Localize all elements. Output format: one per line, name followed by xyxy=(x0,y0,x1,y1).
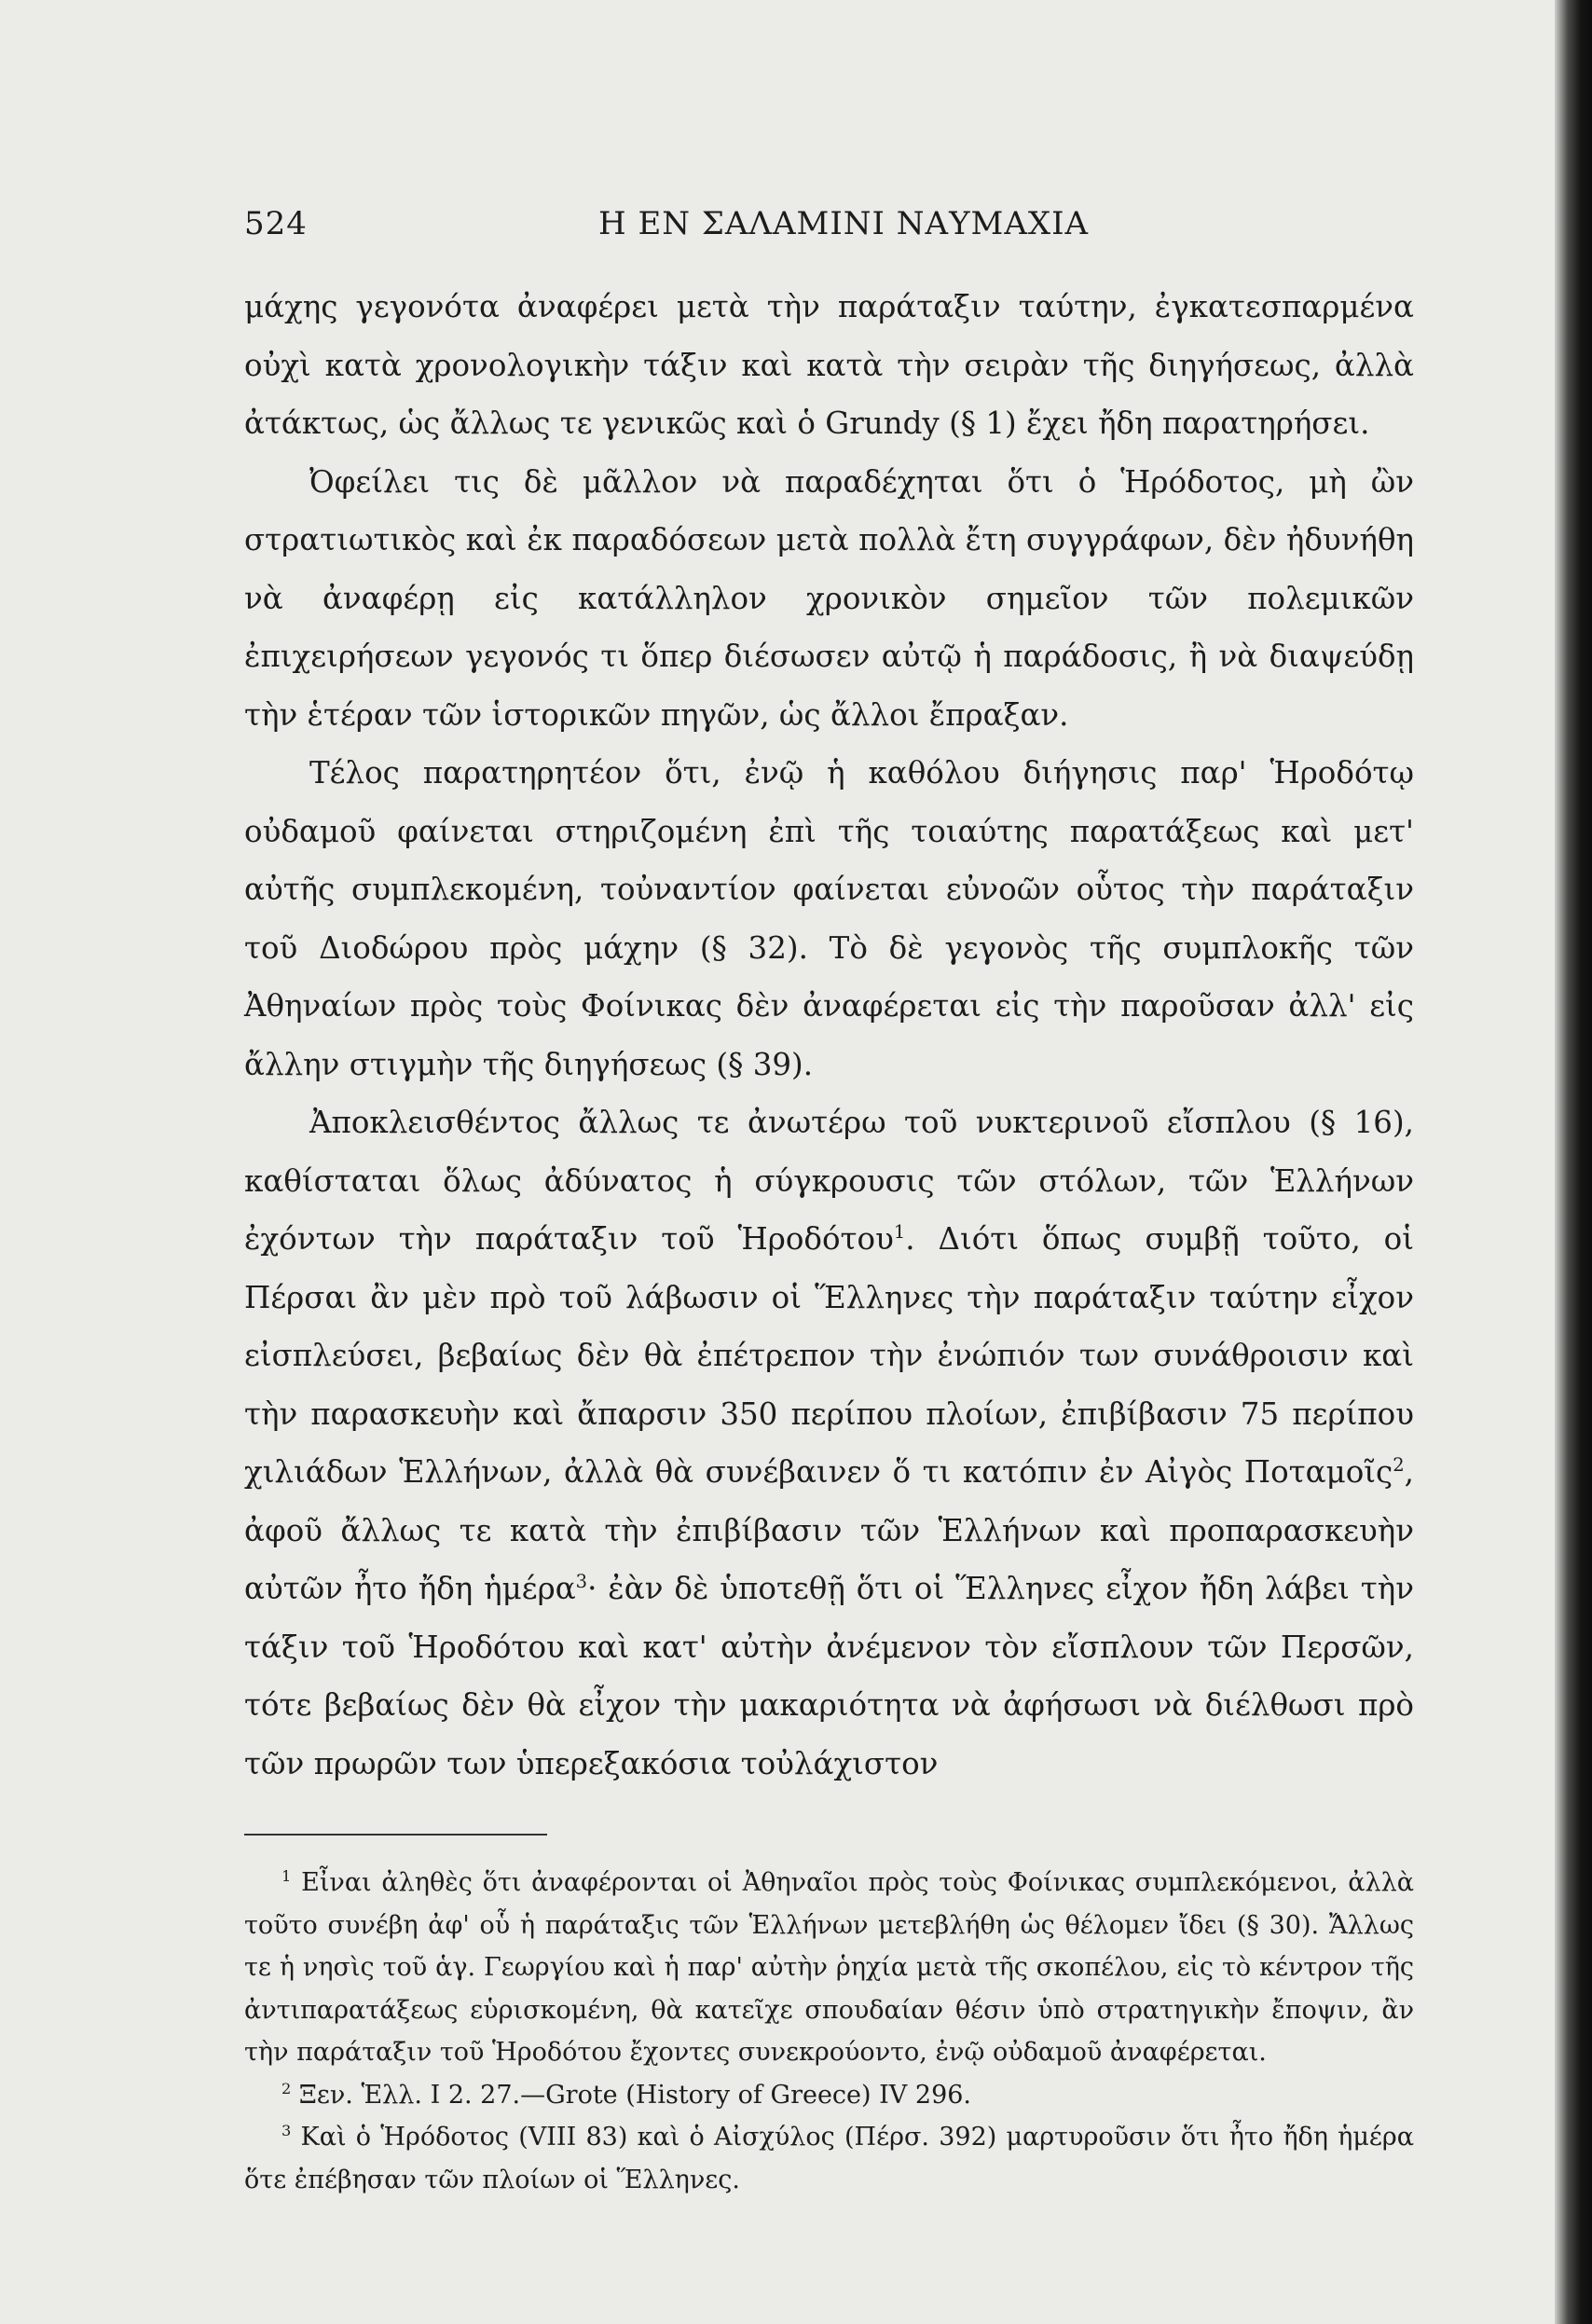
book-page xyxy=(244,205,1414,2201)
paragraph-4-part-4: · ἐὰν δὲ ὑποτεθῇ ὅτι οἱ Ἕλληνες εἶχον ἤδη λάβει τὴν τάξιν τοῦ Ἡροδότου καὶ κατ' αὐτὴν ἀνέμενον τὸν εἴσπλουν τῶν Περσῶν, τότε βεβαίως δὲν θὰ εἶχον τὴν μακαριότητα νὰ ἀφήσωσι νὰ διέλθωσι πρὸ τῶν πρωρῶν των ὑπερεξακόσια τοὐλάχιστον xyxy=(244,1571,1414,1781)
running-title: Η ΕΝ ΣΑΛΑΜΙΝΙ ΝΑΥΜΑΧΙΑ xyxy=(598,205,1090,242)
footnote-number: 2 xyxy=(281,2079,292,2097)
footnote-1 xyxy=(244,1862,1414,2074)
paragraph-2: Ὀφείλει τις δὲ μᾶλλον νὰ παραδέχηται ὅτι ὁ Ἡρόδοτος, μὴ ὢν στρατιωτικὸς καὶ ἐκ παραδόσεων μετὰ πολλὰ ἔτη συγγράφων, δὲν ἠδυνήθη νὰ ἀναφέρῃ εἰς κατάλληλον χρονικὸν σημεῖον τῶν πολεμικῶν ἐπιχειρήσεων γεγονός τι ὅπερ διέσωσεν αὐτῷ ἡ παράδοσις, ἢ νὰ διαψεύδῃ τὴν ἑτέραν τῶν ἱστορικῶν πηγῶν, ὡς ἄλλοι ἔπραξαν. xyxy=(244,463,1414,733)
body-text xyxy=(244,278,1414,1793)
footnotes xyxy=(244,1862,1414,2201)
paragraph-4-part-2: . Διότι ὅπως συμβῇ τοῦτο, οἱ Πέρσαι ἂν μὲν πρὸ τοῦ λάβωσιν οἱ Ἕλληνες τὴν παράταξιν ταύτην εἶχον εἰσπλεύσει, βεβαίως δὲν θὰ ἐπέτρεπον τὴν ἐνώπιόν των συνάθροισιν καὶ τὴν παρασκευὴν καὶ ἄπαρσιν 350 περίπου πλοίων, ἐπιβίβασιν 75 περίπου χιλιάδων Ἑλλήνων, ἀλλὰ θὰ συνέβαινεν ὅ τι κατόπιν ἐν Αἰγὸς Ποταμοῖς xyxy=(244,1221,1414,1490)
paragraph-3: Τέλος παρατηρητέον ὅτι, ἐνῷ ἡ καθόλου διήγησις παρ' Ἡροδότῳ οὐδαμοῦ φαίνεται στηριζομένη ἐπὶ τῆς τοιαύτης παρατάξεως καὶ μετ' αὐτῆς συμπλεκομένη, τοὐναντίον φαίνεται εὐνοῶν οὗτος τὴν παράταξιν τοῦ Διοδώρου πρὸς μάχην (§ 32). Τὸ δὲ γεγονὸς τῆς συμπλοκῆς τῶν Ἀθηναίων πρὸς τοὺς Φοίνικας δὲν ἀναφέρεται εἰς τὴν παροῦσαν ἀλλ' εἰς ἄλλην στιγμὴν τῆς διηγήσεως (§ 39). xyxy=(244,755,1414,1082)
footnote-3 xyxy=(244,2116,1414,2201)
paragraph-4 xyxy=(244,1093,1414,1793)
footnote-ref-2: 2 xyxy=(1393,1454,1405,1477)
paragraph-4-part-1: Ἀποκλεισθέντος ἄλλως τε ἀνωτέρω τοῦ νυκτερινοῦ εἴσπλου (§ 16), καθίσταται ὅλως ἀδύνατος ἡ σύγκρουσις τῶν στόλων, τῶν Ἑλλήνων ἐχόντων τὴν παράταξιν τοῦ Ἡροδότου xyxy=(244,1105,1414,1257)
footnote-text: Ξεν. Ἑλλ. Ι 2. 27.—Grote (History of Greece) IV 296. xyxy=(298,2080,972,2110)
paragraph-4-part-3: , ἀφοῦ ἄλλως τε κατὰ τὴν ἐπιβίβασιν τῶν Ἑλλήνων καὶ προπαρασκευὴν αὐτῶν ἦτο ἤδη ἡμέρα xyxy=(244,1454,1414,1606)
page-number: 524 xyxy=(244,205,308,242)
footnote-divider xyxy=(244,1834,547,1836)
footnote-number: 3 xyxy=(281,2122,292,2139)
running-header xyxy=(244,205,1414,261)
footnote-ref-1: 1 xyxy=(893,1221,906,1244)
book-spine-shadow xyxy=(1555,0,1592,2324)
footnote-ref-3: 3 xyxy=(575,1571,588,1593)
paragraph-1: μάχης γεγονότα ἀναφέρει μετὰ τὴν παράταξιν ταύτην, ἐγκατεσπαρμένα οὐχὶ κατὰ χρονολογικὴν τάξιν καὶ κατὰ τὴν σειρὰν τῆς διηγήσεως, ἀλλὰ ἀτάκτως, ὡς ἄλλως τε γενικῶς καὶ ὁ Grundy (§ 1) ἔχει ἤδη παρατηρήσει. xyxy=(244,289,1414,441)
footnote-number: 1 xyxy=(281,1867,292,1885)
footnote-2 xyxy=(244,2074,1414,2117)
footnote-text: Καὶ ὁ Ἡρόδοτος (VIII 83) καὶ ὁ Αἰσχύλος (Πέρσ. 392) μαρτυροῦσιν ὅτι ἦτο ἤδη ἡμέρα ὅτε ἐπέβησαν τῶν πλοίων οἱ Ἕλληνες. xyxy=(244,2123,1414,2194)
footnote-text: Εἶναι ἀληθὲς ὅτι ἀναφέρονται οἱ Ἀθηναῖοι πρὸς τοὺς Φοίνικας συμπλεκόμενοι, ἀλλὰ τοῦτο συνέβη ἀφ' οὗ ἡ παράταξις τῶν Ἑλλήνων μετεβλήθη ὡς θέλομεν ἴδει (§ 30). Ἄλλως τε ἡ νησὶς τοῦ ἁγ. Γεωργίου καὶ ἡ παρ' αὐτὴν ῥηχία μετὰ τῆς σκοπέλου, εἰς τὸ κέντρον τῆς ἀντιπαρατάξεως εὑρισκομένη, θὰ κατεῖχε σπουδαίαν θέσιν ὑπὸ στρατηγικὴν ἔποψιν, ἂν τὴν παράταξιν τοῦ Ἡροδότου ἔχοντες συνεκρούοντο, ἐνῷ οὐδαμοῦ ἀναφέρεται. xyxy=(244,1868,1414,2067)
